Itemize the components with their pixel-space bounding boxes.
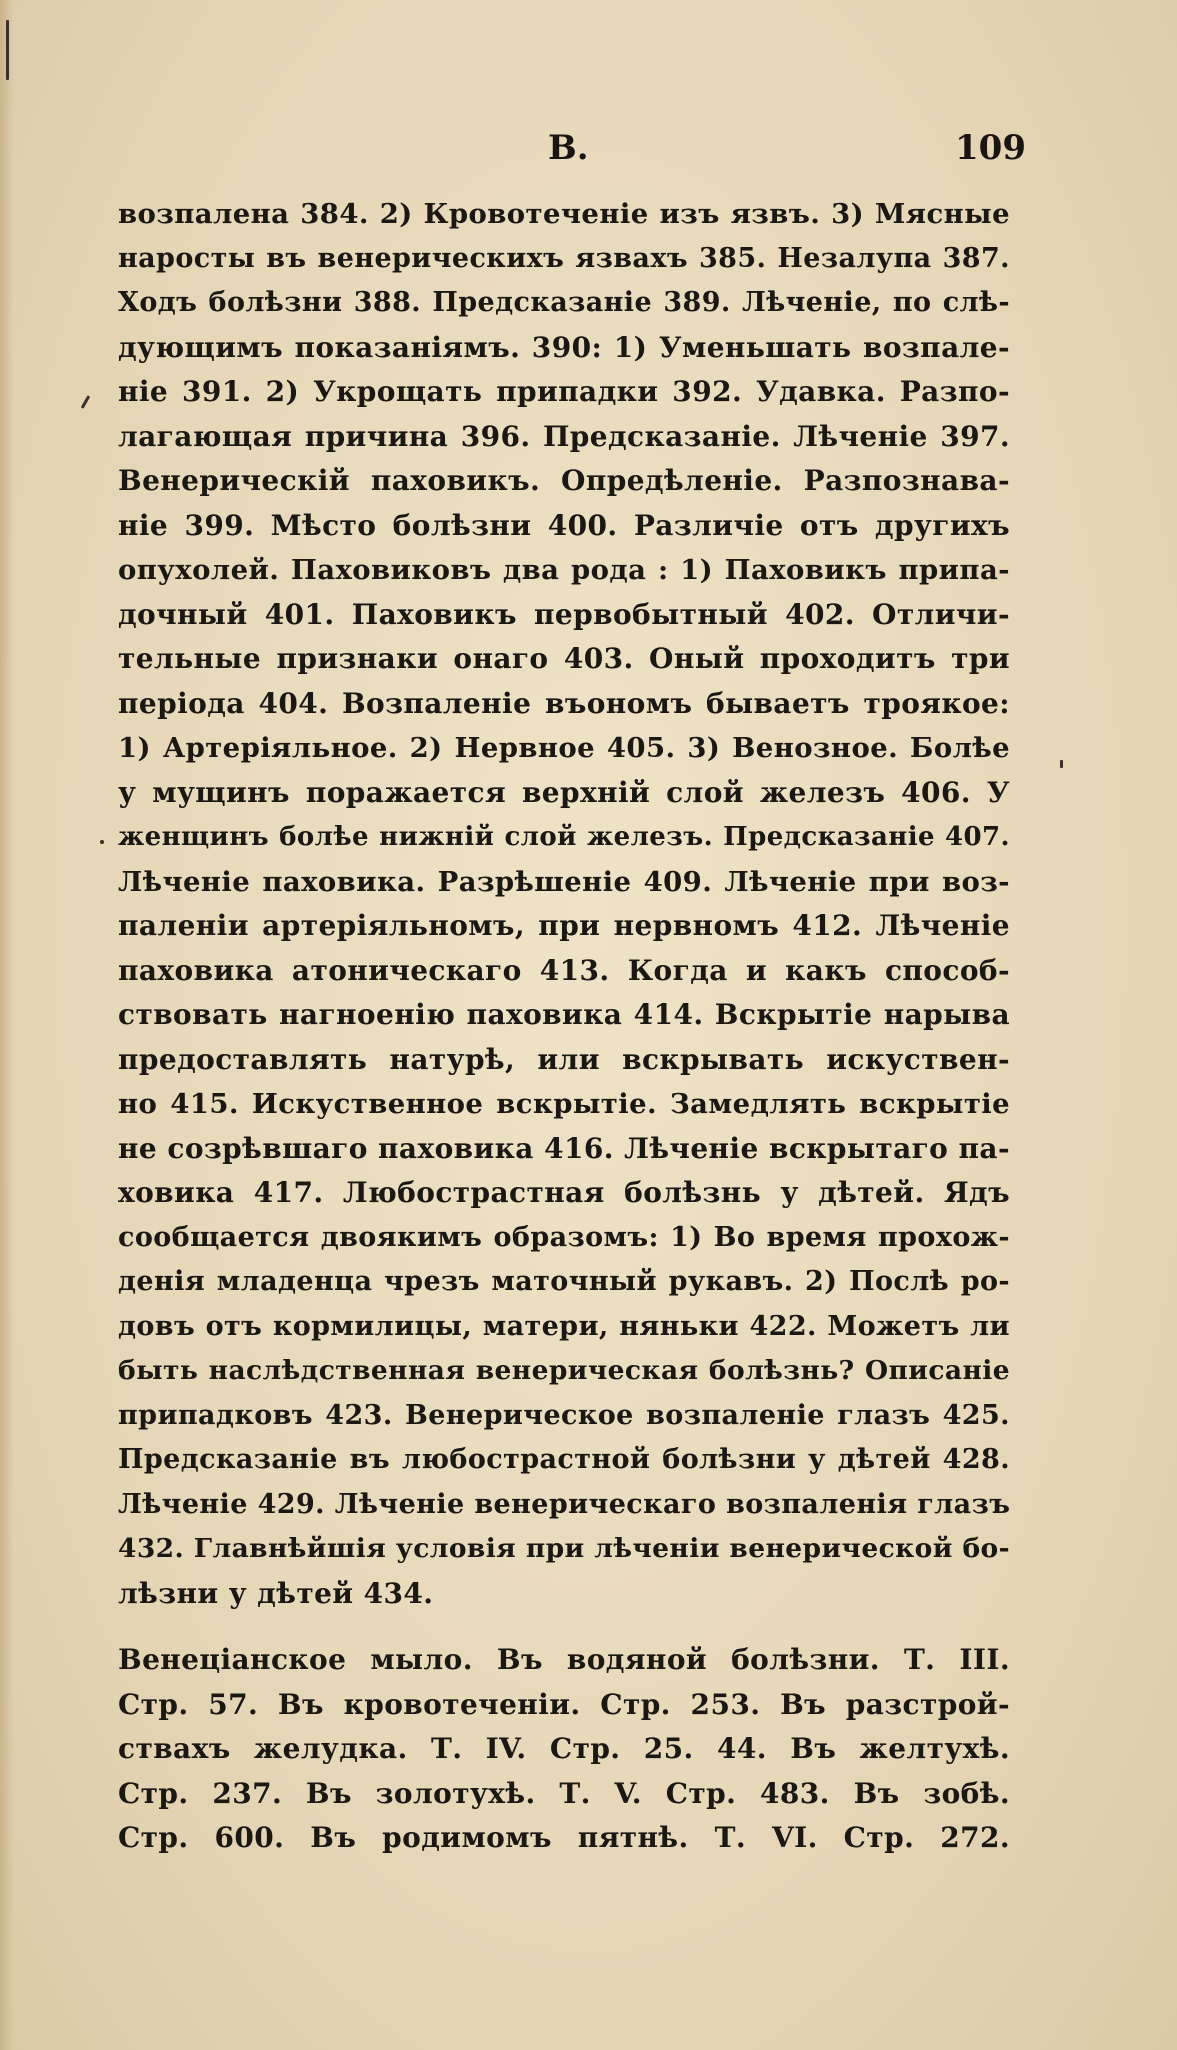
text-line: Стр. 57. Въ кровотеченіи. Стр. 253. Въ разстрой- xyxy=(118,1687,1010,1721)
text-line: 432. Главнѣйшія условія при лѣченіи венерической бо- xyxy=(118,1533,1010,1564)
page-edge-shadow xyxy=(0,0,14,2050)
text-line: ствовать нагноенію паховика 414. Вскрытіе нарыва xyxy=(118,998,1010,1031)
text-line: сообщается двоякимъ образомъ: 1) Во время прохож- xyxy=(118,1221,1010,1253)
text-line: денія младенца чрезъ маточный рукавъ. 2) Послѣ ро- xyxy=(118,1266,1010,1297)
text-line: тельные признаки онаго 403. Оный проходитъ три xyxy=(118,642,1010,675)
text-line: ховика 417. Любострастная болѣзнь у дѣтей. Ядъ xyxy=(118,1176,1010,1209)
text-line-last: лѣзни у дѣтей 434. xyxy=(118,1576,434,1610)
text-line: Ходъ болѣзни 388. Предсказаніе 389. Лѣченіе, по слѣ- xyxy=(118,287,1010,318)
ink-speck xyxy=(1060,760,1063,768)
page-number: 109 xyxy=(955,128,1026,168)
index-text xyxy=(118,192,1010,1861)
ink-speck xyxy=(100,840,104,844)
text-line: но 415. Искуственное вскрытіе. Замедлять вскрытіе xyxy=(118,1088,1010,1120)
text-line: ніе 391. 2) Укрощать припадки 392. Удавка. Разпо- xyxy=(118,375,1010,408)
text-line: довъ отъ кормилицы, матери, няньки 422. Можетъ ли xyxy=(118,1310,1010,1342)
ink-speck xyxy=(81,395,91,409)
text-line: наросты въ венерическихъ язвахъ 385. Незалупа 387. xyxy=(118,242,1010,274)
text-line: паховика атоническаго 413. Когда и какъ способ- xyxy=(118,953,1010,987)
text-line: Лѣченіе паховика. Разрѣшеніе 409. Лѣченіе при воз- xyxy=(118,865,1010,898)
text-line: возпалена 384. 2) Кровотеченіе изъ язвъ. 3) Мясные xyxy=(118,198,1010,230)
text-line: 1) Артеріяльное. 2) Нервное 405. 3) Венозное. Болѣе xyxy=(118,732,1010,764)
ink-speck xyxy=(6,20,9,80)
text-line: Лѣченіе 429. Лѣченіе венерическаго возпаленія глазъ xyxy=(118,1488,1011,1520)
text-line: паленіи артеріяльномъ, при нервномъ 412. Лѣченіе xyxy=(118,909,1010,942)
text-line: Стр. 237. Въ золотухѣ. Т. V. Стр. 483. Въ зобѣ. xyxy=(118,1776,1010,1810)
entry-spacing xyxy=(118,1616,1010,1638)
text-line: лагающая причина 396. Предсказаніе. Лѣченіе 397. xyxy=(118,419,1010,453)
running-head: В. xyxy=(548,128,589,168)
text-line: Венеціанское мыло. Въ водяной болѣзни. Т. III. xyxy=(118,1643,1010,1676)
text-line: дующимъ показаніямъ. 390: 1) Уменьшать возпале- xyxy=(118,330,1010,364)
index-entry-venereal xyxy=(118,192,1010,1616)
text-line: дочный 401. Паховикъ первобытный 402. Отличи- xyxy=(118,597,1010,631)
text-line: Стр. 600. Въ родимомъ пятнѣ. Т. VI. Стр. 272. xyxy=(118,1821,1010,1854)
index-entry-venetian-soap xyxy=(118,1638,1010,1861)
text-line: опухолей. Паховиковъ два рода : 1) Паховикъ припа- xyxy=(118,554,1010,586)
text-line: Венерическій паховикъ. Опредѣленіе. Разпознава- xyxy=(118,464,1010,497)
text-line: Предсказаніе въ любострастной болѣзни у дѣтей 428. xyxy=(118,1444,1010,1475)
text-line: періода 404. Возпаленіе въономъ бываетъ троякое: xyxy=(118,686,1010,720)
text-line: припадковъ 423. Венерическое возпаленіе глазъ 425. xyxy=(118,1399,1010,1431)
text-line: у мущинъ поражается верхній слой железъ 406. У xyxy=(118,775,1010,809)
text-line: быть наслѣдственная венерическая болѣзнь? Описаніе xyxy=(118,1355,1010,1386)
text-line: женщинъ болѣе нижній слой железъ. Предсказаніе 407. xyxy=(118,822,1010,852)
text-line: ствахъ желудка. Т. IV. Стр. 25. 44. Въ желтухѣ. xyxy=(118,1732,1010,1765)
page-header xyxy=(0,128,1177,178)
text-line: предоставлять натурѣ, или вскрывать искуствен- xyxy=(118,1042,1010,1076)
text-line: не созрѣвшаго паховика 416. Лѣченіе вскрытаго па- xyxy=(118,1131,1010,1165)
text-line: ніе 399. Мѣсто болѣзни 400. Различіе отъ другихъ xyxy=(118,508,1010,542)
